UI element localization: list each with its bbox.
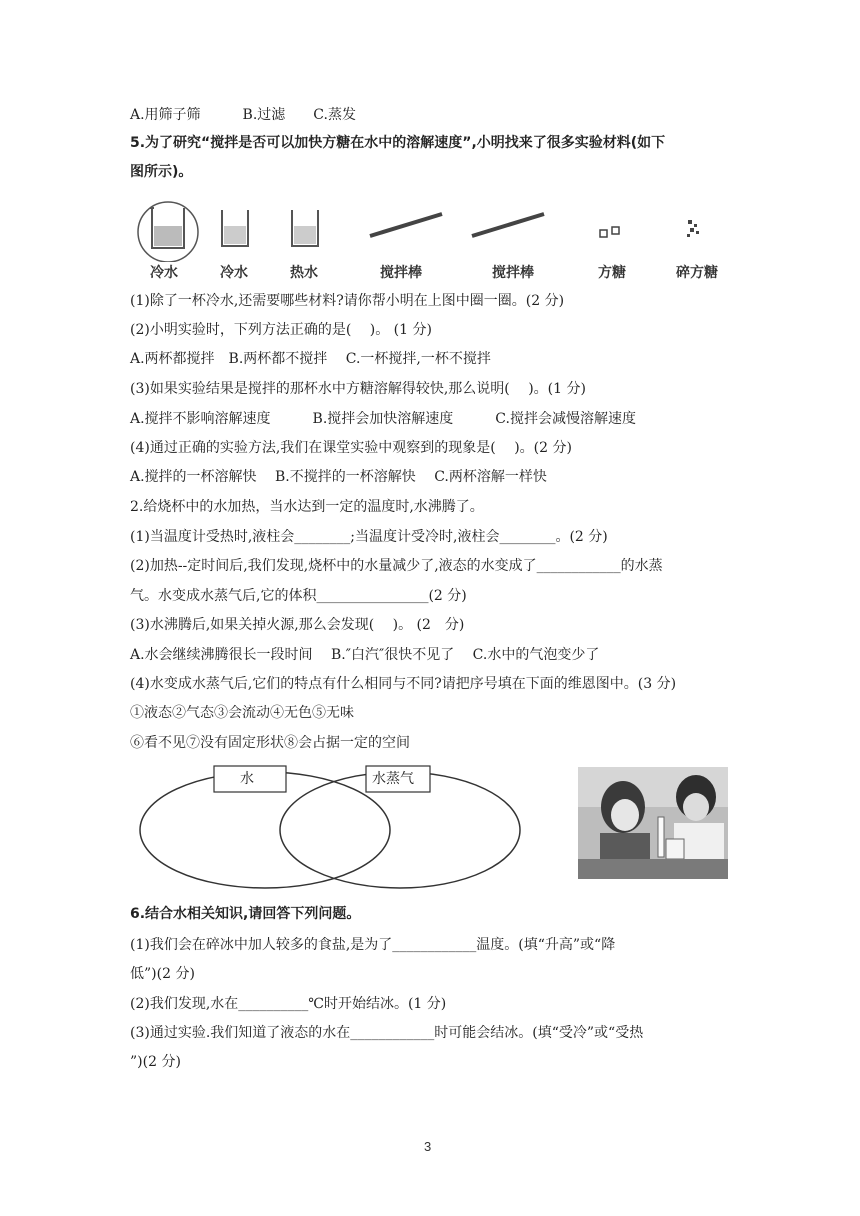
q5-title: 5.为了研究“搅拌是否可以加快方糖在水中的溶解速度”,小明找来了很多实验材料(如下 (130, 135, 666, 151)
beaker-cold-water-2-icon (222, 210, 248, 246)
crushed-sugar-icon (687, 220, 699, 237)
q5-title-cont: 图所示)。 (130, 164, 193, 180)
page-number: 3 (424, 1139, 432, 1154)
material-label: 搅拌棒 (492, 265, 534, 281)
q5-s1: (1)除了一杯冷水,还需要哪些材料?请你帮小明在上图中圈一圈。(2 分) (130, 293, 565, 309)
q6-s3-cont: ”)(2 分) (130, 1054, 181, 1070)
q2-s3-options: A.水会继续沸腾很长一段时间 B.″白汽″很快不见了 C.水中的气泡变少了 (130, 647, 600, 663)
venn-label-vapor: 水蒸气 (372, 771, 414, 787)
q6-s1-cont: 低”)(2 分) (130, 966, 195, 982)
q2-s2: (2)加热--定时间后,我们发现,烧杯中的水量减少了,液态的水变成了____________的水蒸 (130, 558, 663, 574)
q2-s3: (3)水沸腾后,如果关掉火源,那么会发现( )。 (2 分) (130, 617, 465, 633)
q4-options: A.用筛子筛 B.过滤 C.蒸发 (130, 107, 356, 123)
material-label: 方糖 (598, 265, 626, 281)
q6-s1: (1)我们会在碎冰中加人较多的食盐,是为了____________温度。(填“升高”或“降 (130, 937, 616, 953)
material-label: 冷水 (220, 265, 248, 281)
q2-s4-items-1: ①液态②气态③会流动④无色⑤无味 (130, 705, 354, 721)
q2-s4-items-2: ⑥看不见⑦没有固定形状⑧会占据一定的空间 (130, 735, 410, 751)
beaker-hot-water-icon (292, 210, 318, 246)
material-label: 搅拌棒 (380, 265, 422, 281)
material-label: 碎方糖 (676, 265, 718, 281)
q5-s4-options: A.搅拌的一杯溶解快 B.不搅拌的一杯溶解快 C.两杯溶解一样快 (130, 469, 547, 485)
q2-s2-cont: 气。水变成水蒸气后,它的体积________________(2 分) (130, 588, 467, 604)
q5-s3: (3)如果实验结果是搅拌的那杯水中方糖溶解得较快,那么说明( )。(1 分) (130, 381, 586, 397)
q6-s3: (3)通过实验.我们知道了液态的水在____________时可能会结冰。(填“受冷”或“受热 (130, 1025, 644, 1041)
beaker-cold-water-1-icon (150, 208, 184, 248)
venn-label-water: 水 (240, 771, 254, 787)
q5-s3-options: A.搅拌不影响溶解速度 B.搅拌会加快溶解速度 C.搅拌会减慢溶解速度 (130, 411, 636, 427)
students-experiment-photo (578, 767, 728, 879)
material-label: 冷水 (150, 265, 178, 281)
stir-rod-1-icon (370, 214, 442, 236)
sugar-cube-icon (600, 227, 619, 237)
material-label: 热水 (290, 265, 318, 281)
q5-s2-options: A.两杯都搅拌 B.两杯都不搅拌 C.一杯搅拌,一杯不搅拌 (130, 351, 491, 367)
q6-title: 6.结合水相关知识,请回答下列问题。 (130, 906, 361, 922)
q5-s2: (2)小明实验时，下列方法正确的是( )。 (1 分) (130, 322, 432, 338)
q2-title: 2.给烧杯中的水加热，当水达到一定的温度时,水沸腾了。 (130, 499, 484, 515)
materials-figure (130, 196, 730, 262)
q6-s2: (2)我们发现,水在__________℃时开始结冰。(1 分) (130, 996, 447, 1012)
q2-s4: (4)水变成水蒸气后,它们的特点有什么相同与不同?请把序号填在下面的维恩图中。(3 分) (130, 676, 677, 692)
venn-diagram (130, 760, 550, 890)
stir-rod-2-icon (472, 214, 544, 236)
q2-s1: (1)当温度计受热时,液柱会________;当温度计受冷时,液柱会________。(2 分) (130, 529, 608, 545)
q5-s4: (4)通过正确的实验方法,我们在课堂实验中观察到的现象是( )。(2 分) (130, 440, 572, 456)
